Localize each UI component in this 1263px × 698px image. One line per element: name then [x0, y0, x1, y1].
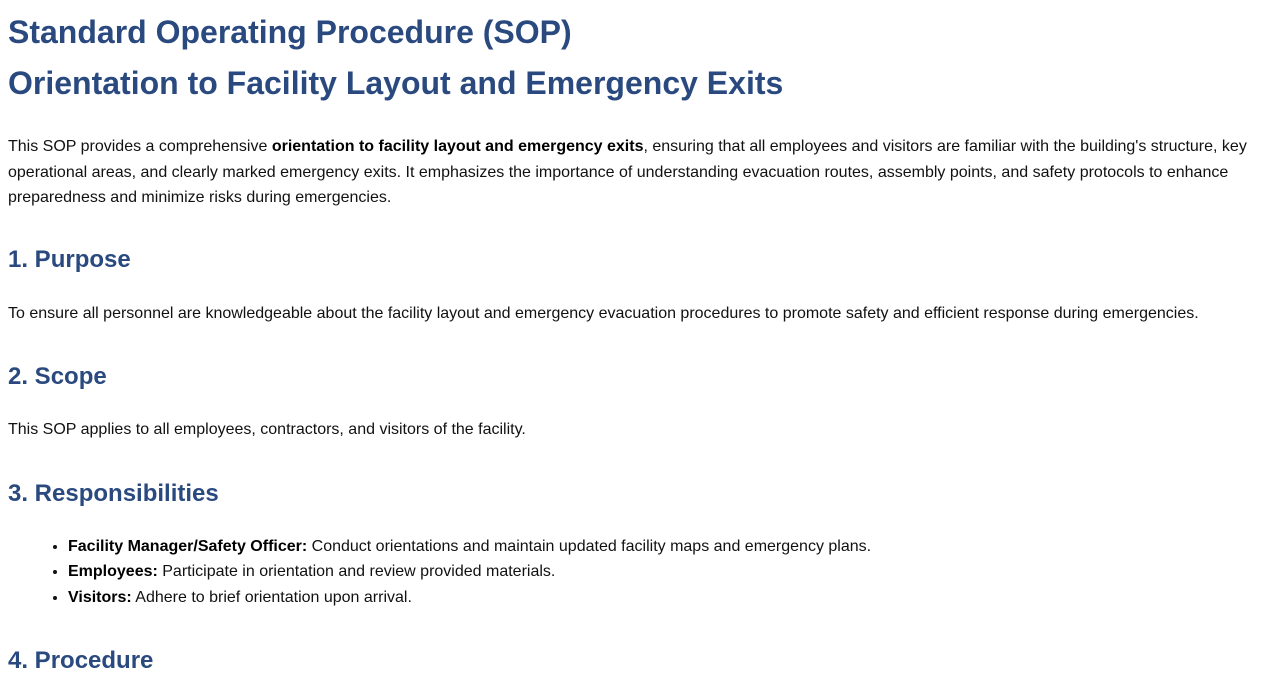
responsibility-item-visitors: [68, 585, 1255, 611]
document-title: Standard Operating Procedure (SOP): [8, 14, 572, 50]
responsibilities-heading: 3. Responsibilities: [8, 479, 219, 507]
intro-text-start: This SOP provides a comprehensive: [8, 138, 272, 155]
document-subtitle: Orientation to Facility Layout and Emergency Exits: [8, 65, 784, 101]
procedure-heading: 4. Procedure: [8, 647, 154, 674]
role-duty: Conduct orientations and maintain updated facility maps and emergency plans.: [307, 537, 872, 555]
role-duty: Participate in orientation and review provided materials.: [157, 563, 556, 580]
sop-document: [0, 7, 1263, 676]
role-label: Visitors:: [68, 588, 132, 606]
responsibility-item-employees: [68, 559, 1255, 585]
intro-emphasis: orientation to facility layout and emergency exits: [271, 138, 644, 155]
responsibilities-list: [8, 534, 1255, 611]
scope-heading: 2. Scope: [8, 363, 107, 390]
role-label: Facility Manager/Safety Officer:: [68, 537, 308, 555]
purpose-text: To ensure all personnel are knowledgeable about the facility layout and emergency evacuation procedures to promote safety and efficient response during emergencies.: [8, 304, 1199, 322]
role-duty: Adhere to brief orientation upon arrival.: [131, 588, 412, 606]
intro-text-end: , ensuring that all employees and visitors are familiar with the building's structure, key operational areas, and clearly marked emergency exits. It emphasizes the importance of understanding evacuation routes, assembly points, and safety protocols to enhance preparedness and minimize risks during emergencies.: [8, 138, 1247, 206]
role-label: Employees:: [68, 563, 158, 580]
responsibility-item-facility-manager: [68, 534, 1255, 560]
intro-paragraph: [8, 134, 1255, 211]
scope-text: This SOP applies to all employees, contractors, and visitors of the facility.: [8, 421, 526, 438]
purpose-heading: 1. Purpose: [8, 245, 131, 273]
